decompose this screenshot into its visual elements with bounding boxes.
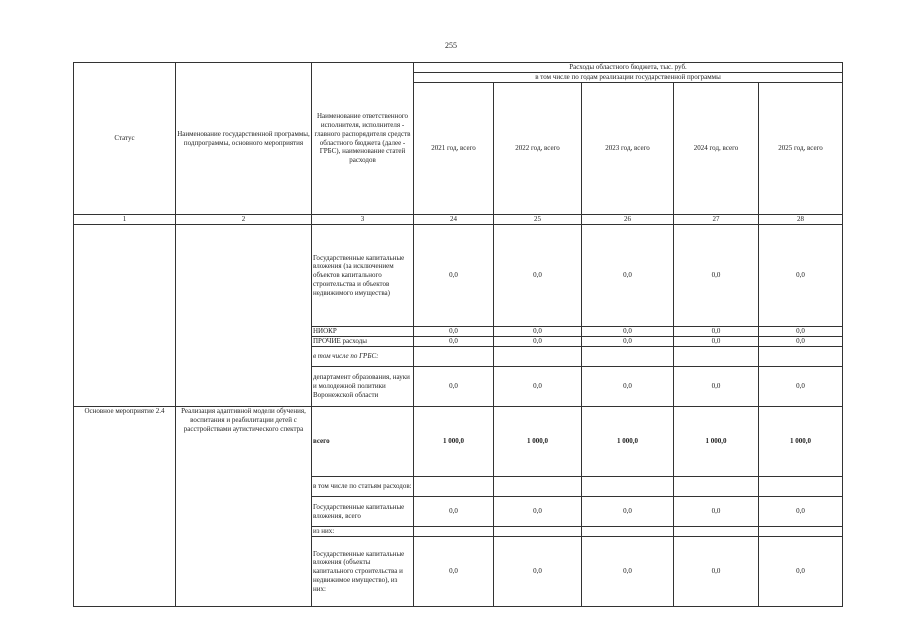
header-row xyxy=(74,63,843,73)
column-number: 28 xyxy=(759,215,843,225)
program-name-cell: Реализация адаптивной модели обучения, воспитания и реабилитации детей с расстройствами аутистического спектра xyxy=(176,407,312,607)
status-cell xyxy=(74,225,176,407)
value-cell: 0,0 xyxy=(674,497,759,527)
value-cell xyxy=(674,527,759,537)
header-year: 2021 год, всего xyxy=(414,83,494,215)
row-label: Государственные капитальные вложения (за исключением объектов капитального строительства и объектов недвижимого имущества) xyxy=(312,225,414,327)
row-label: всего xyxy=(312,407,414,477)
value-cell: 1 000,0 xyxy=(494,407,582,477)
row-label: департамент образования, науки и молодежной политики Воронежской области xyxy=(312,367,414,407)
value-cell: 0,0 xyxy=(414,497,494,527)
value-cell: 0,0 xyxy=(759,327,843,337)
value-cell: 0,0 xyxy=(759,225,843,327)
value-cell: 1 000,0 xyxy=(582,407,674,477)
header-year: 2025 год, всего xyxy=(759,83,843,215)
program-name-cell xyxy=(176,225,312,407)
header-program-name: Наименование государственной программы, подпрограммы, основного мероприятия xyxy=(176,63,312,215)
value-cell: 0,0 xyxy=(414,327,494,337)
value-cell: 0,0 xyxy=(759,367,843,407)
value-cell: 1 000,0 xyxy=(414,407,494,477)
value-cell: 0,0 xyxy=(414,225,494,327)
value-cell xyxy=(582,527,674,537)
table-row xyxy=(74,407,843,477)
value-cell: 0,0 xyxy=(582,337,674,347)
header-year: 2024 год, всего xyxy=(674,83,759,215)
value-cell xyxy=(494,527,582,537)
value-cell: 0,0 xyxy=(759,337,843,347)
value-cell: 0,0 xyxy=(582,367,674,407)
value-cell xyxy=(759,347,843,367)
column-number: 24 xyxy=(414,215,494,225)
column-numbers-row xyxy=(74,215,843,225)
row-label: из них: xyxy=(312,527,414,537)
value-cell xyxy=(414,347,494,367)
value-cell xyxy=(414,477,494,497)
value-cell: 0,0 xyxy=(494,327,582,337)
value-cell xyxy=(759,527,843,537)
value-cell: 0,0 xyxy=(494,337,582,347)
status-cell: Основное мероприятие 2.4 xyxy=(74,407,176,607)
row-label: в том числе по ГРБС: xyxy=(312,347,414,367)
row-label: ПРОЧИЕ расходы xyxy=(312,337,414,347)
column-number: 3 xyxy=(312,215,414,225)
value-cell xyxy=(414,527,494,537)
value-cell: 0,0 xyxy=(674,327,759,337)
value-cell: 0,0 xyxy=(674,225,759,327)
value-cell: 0,0 xyxy=(759,497,843,527)
value-cell xyxy=(582,347,674,367)
value-cell: 0,0 xyxy=(414,367,494,407)
header-years-group: в том числе по годам реализации государственной программы xyxy=(414,73,843,83)
value-cell xyxy=(674,477,759,497)
value-cell: 1 000,0 xyxy=(674,407,759,477)
row-label: в том числе по статьям расходов: xyxy=(312,477,414,497)
header-year: 2022 год, всего xyxy=(494,83,582,215)
column-number: 27 xyxy=(674,215,759,225)
value-cell: 0,0 xyxy=(414,537,494,607)
table-row xyxy=(74,225,843,327)
row-label: НИОКР xyxy=(312,327,414,337)
value-cell xyxy=(759,477,843,497)
value-cell xyxy=(494,347,582,367)
row-label: Государственные капитальные вложения, всего xyxy=(312,497,414,527)
header-year: 2023 год, всего xyxy=(582,83,674,215)
value-cell: 0,0 xyxy=(582,225,674,327)
header-status: Статус xyxy=(74,63,176,215)
value-cell: 0,0 xyxy=(582,497,674,527)
value-cell: 0,0 xyxy=(674,337,759,347)
row-label: Государственные капитальные вложения (объекты капитального строительства и недвижимое имущество), из них: xyxy=(312,537,414,607)
value-cell: 0,0 xyxy=(674,537,759,607)
column-number: 26 xyxy=(582,215,674,225)
value-cell: 0,0 xyxy=(494,367,582,407)
column-number: 1 xyxy=(74,215,176,225)
value-cell: 0,0 xyxy=(582,327,674,337)
value-cell: 0,0 xyxy=(582,537,674,607)
value-cell xyxy=(674,347,759,367)
header-executor: Наименование ответственного исполнителя, исполнителя - главного распорядителя средств областного бюджета (далее - ГРБС), наименование статей расходов xyxy=(312,63,414,215)
value-cell: 0,0 xyxy=(414,337,494,347)
column-number: 25 xyxy=(494,215,582,225)
value-cell xyxy=(582,477,674,497)
value-cell: 0,0 xyxy=(494,537,582,607)
value-cell: 0,0 xyxy=(494,225,582,327)
value-cell: 0,0 xyxy=(674,367,759,407)
budget-table xyxy=(73,62,843,607)
value-cell: 0,0 xyxy=(759,537,843,607)
value-cell xyxy=(494,477,582,497)
value-cell: 0,0 xyxy=(494,497,582,527)
page-number: 255 xyxy=(445,41,457,50)
value-cell: 1 000,0 xyxy=(759,407,843,477)
header-budget-group: Расходы областного бюджета, тыс. руб. xyxy=(414,63,843,73)
column-number: 2 xyxy=(176,215,312,225)
